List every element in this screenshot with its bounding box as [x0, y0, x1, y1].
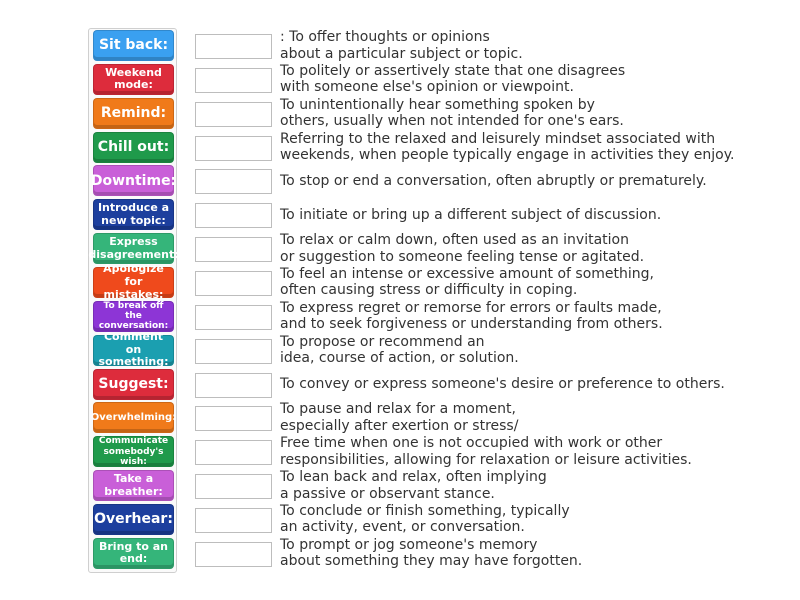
definition-line: To propose or recommend an [280, 333, 485, 350]
definition-line: others, usually when not intended for one's ears. [280, 113, 624, 130]
definition-line: about something they may have forgotten. [280, 553, 583, 570]
answer-tile[interactable] [93, 98, 174, 129]
answer-tile[interactable] [90, 402, 177, 433]
answer-tile-label: Take a breather: [104, 471, 163, 498]
answer-tile-label: Remind: [100, 105, 167, 122]
definition-text [280, 503, 750, 536]
definition-line: To express regret or remorse for errors or faults made, [280, 299, 662, 316]
drop-slot[interactable] [195, 508, 272, 533]
definition-text [280, 469, 750, 502]
drop-slot[interactable] [195, 271, 272, 296]
drop-slot[interactable] [195, 542, 272, 567]
answer-tile[interactable] [93, 436, 174, 467]
answer-tile-label: Bring to an end: [98, 539, 168, 566]
definition-line: or suggestion to someone feeling tense or agitated. [280, 248, 645, 265]
definition-line: To unintentionally hear something spoken by [280, 96, 595, 113]
answer-tile[interactable] [90, 165, 177, 196]
drop-slot[interactable] [195, 237, 272, 262]
answer-tile-label: Weekend mode: [105, 65, 162, 92]
definition-line: especially after exertion or stress/ [280, 417, 519, 434]
definition-line: To lean back and relax, often implying [280, 469, 547, 486]
answer-tile-label: Overhear: [94, 511, 173, 528]
answer-tile-label: Comment on something: [98, 330, 169, 369]
answer-tile-label: Express disagreement: [88, 234, 179, 261]
definition-line: To convey or express someone's desire or preference to others. [280, 375, 725, 392]
definition-line: To prompt or jog someone's memory [280, 536, 538, 553]
answer-tile-label: Apologize for mistakes: [103, 262, 164, 301]
definition-text [280, 300, 750, 333]
definition-text [280, 29, 750, 62]
answer-tile-label: Introduce a new topic: [97, 201, 170, 227]
definition-line: : To offer thoughts or opinions [280, 29, 490, 45]
answer-tile[interactable] [93, 132, 174, 163]
answer-tile-label: Chill out: [97, 139, 170, 155]
definition-line: To initiate or bring up a different subject of discussion. [280, 206, 662, 223]
definition-text [280, 97, 750, 130]
answer-tile[interactable] [93, 504, 174, 535]
answer-tile[interactable] [93, 30, 174, 61]
definition-line: a passive or observant stance. [280, 485, 495, 502]
definition-text [280, 63, 750, 96]
drop-slot[interactable] [195, 305, 272, 330]
definition-text [280, 131, 750, 164]
drop-slot[interactable] [195, 169, 272, 194]
definition-text [280, 207, 750, 224]
definition-text [280, 232, 750, 265]
drop-slot[interactable] [195, 136, 272, 161]
definition-line: To politely or assertively state that one disagrees [280, 62, 626, 79]
drop-slot[interactable] [195, 102, 272, 127]
definition-line: To relax or calm down, often used as an invitation [280, 232, 629, 249]
definition-line: about a particular subject or topic. [280, 45, 523, 62]
definition-line: weekends, when people typically engage in activities they enjoy. [280, 147, 735, 164]
definition-line: To pause and relax for a moment, [280, 401, 516, 418]
definition-line: To conclude or finish something, typically [280, 502, 570, 519]
drop-slot[interactable] [195, 474, 272, 499]
definition-line: idea, course of action, or solution. [280, 350, 519, 367]
drop-slot[interactable] [195, 440, 272, 465]
definition-text [280, 401, 750, 434]
definition-line: often causing stress or difficulty in coping. [280, 282, 578, 299]
definition-line: To feel an intense or excessive amount of something, [280, 265, 654, 282]
definition-line: responsibilities, allowing for relaxation or leisure activities. [280, 451, 692, 468]
answer-tile[interactable] [93, 538, 174, 569]
drop-slot[interactable] [195, 339, 272, 364]
definition-line: and to seek forgiveness or understanding from others. [280, 316, 663, 333]
answer-tile-label: Sit back: [98, 37, 169, 54]
definition-text [280, 537, 750, 570]
definition-line: To stop or end a conversation, often abruptly or prematurely. [280, 172, 707, 189]
definition-text [280, 435, 750, 468]
answer-tile[interactable] [93, 470, 174, 501]
definition-text [280, 376, 750, 393]
drop-slot[interactable] [195, 373, 272, 398]
drop-slot[interactable] [195, 68, 272, 93]
answer-tile-label: Communicate somebody's wish: [98, 436, 169, 467]
drop-slot[interactable] [195, 34, 272, 59]
answer-tile-label: Suggest: [98, 375, 169, 392]
definition-line: an activity, event, or conversation. [280, 519, 525, 536]
definition-text [280, 173, 750, 190]
definition-line: Free time when one is not occupied with work or other [280, 435, 663, 452]
drop-slot[interactable] [195, 406, 272, 431]
answer-tile[interactable] [93, 330, 174, 369]
answer-tile[interactable] [93, 64, 174, 95]
answer-tile[interactable] [93, 199, 174, 230]
answer-tile[interactable] [93, 301, 174, 332]
answer-tile-label: To break off the conversation: [98, 300, 169, 332]
definition-line: with someone else's opinion or viewpoint. [280, 79, 574, 96]
answer-tile[interactable] [93, 369, 174, 400]
answer-tile-label: Overwhelming: [90, 412, 177, 424]
drop-slot[interactable] [195, 203, 272, 228]
answer-tile-label: Downtime: [90, 172, 177, 189]
definition-line: Referring to the relaxed and leisurely mindset associated with [280, 130, 716, 147]
answer-tile[interactable] [93, 262, 174, 301]
definition-text [280, 334, 750, 367]
definition-text [280, 266, 750, 299]
answer-tile[interactable] [88, 233, 179, 264]
